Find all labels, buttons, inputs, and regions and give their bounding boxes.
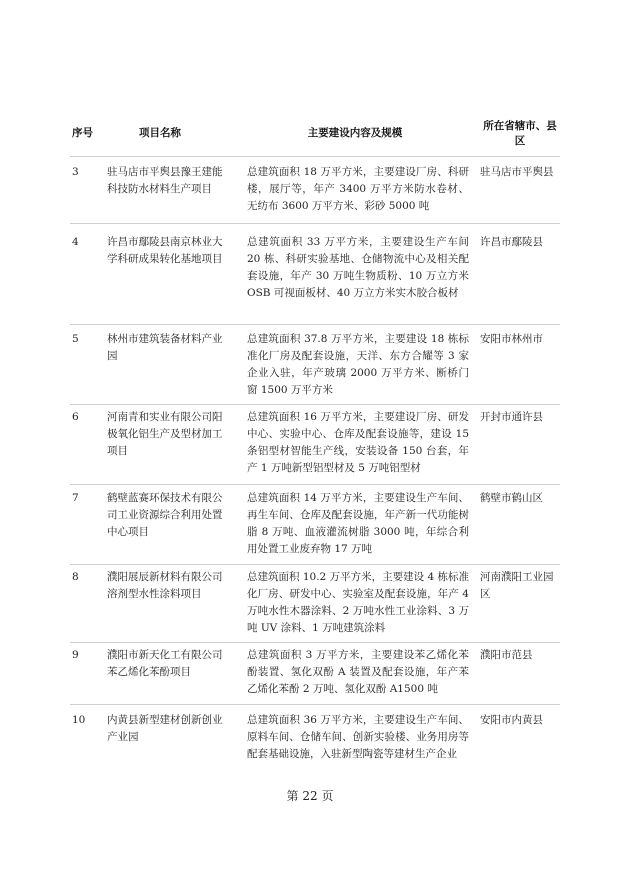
- row-number: 6: [72, 411, 79, 423]
- row-region: 濮阳市范县: [480, 649, 533, 661]
- row-number: 10: [72, 714, 86, 726]
- header-project-name: 项目名称: [139, 127, 181, 139]
- row-project-name: 濮阳市新天化工有限公司苯乙烯化苯酚项目: [107, 649, 223, 678]
- row-construction-content: 总建筑面积 10.2 万平方米，主要建设 4 栋标准化厂房、研发中心、实验室及配套设施，年产 4 万吨水性木器涂料、2 万吨水性工业涂料、3 万吨 UV 涂料、1 万吨建筑涂料: [247, 571, 469, 634]
- row-construction-content: 总建筑面积 36 万平方米，主要建设生产车间、原料车间、仓储车间、创新实验楼、业务用房等配套基础设施，入驻新型陶瓷等建材生产企业: [247, 714, 469, 760]
- row-divider: [70, 223, 560, 224]
- row-divider: [70, 564, 560, 565]
- row-number: 9: [72, 649, 79, 661]
- row-number: 5: [72, 333, 79, 345]
- row-project-name: 濮阳展辰新材料有限公司溶剂型水性涂料项目: [107, 571, 223, 600]
- row-region: 开封市通许县: [480, 411, 543, 423]
- row-project-name: 鹤壁蓝赛环保技术有限公司工业资源综合利用处置中心项目: [107, 492, 223, 538]
- row-construction-content: 总建筑面积 37.8 万平方米，主要建设 18 栋标准化厂房及配套设施，天洋、东方合耀等 3 家企业入驻，年产玻璃 2000 万平方米、断桥门窗 1500 万平方米: [247, 333, 469, 396]
- row-region: 许昌市鄢陵县: [480, 236, 543, 248]
- table-header: [70, 112, 560, 155]
- row-divider: [70, 324, 560, 325]
- row-project-name: 内黄县新型建材创新创业产业园: [107, 714, 223, 743]
- row-region: 鹤壁市鹤山区: [480, 492, 543, 504]
- row-project-name: 许昌市鄢陵县南京林业大学科研成果转化基地项目: [107, 236, 223, 265]
- row-region: 河南濮阳工业园区: [480, 571, 554, 600]
- row-construction-content: 总建筑面积 16 万平方米，主要建设厂房、研发中心、实验中心、仓库及配套设施等，建设 15 条铝型材智能生产线，安装设备 150 台套，年产 1 万吨新型铝型材及 5 万吨铝型材: [247, 411, 469, 474]
- row-region: 驻马店市平舆县: [480, 166, 554, 178]
- row-region: 安阳市林州市: [480, 333, 543, 345]
- row-project-name: 林州市建筑装备材料产业园: [107, 333, 223, 362]
- page-number: 第 22 页: [286, 789, 334, 803]
- row-divider: [70, 404, 560, 405]
- project-table: [70, 112, 560, 760]
- header-divider: [70, 156, 560, 157]
- row-divider: [70, 484, 560, 485]
- header-number: 序号: [72, 127, 93, 139]
- row-construction-content: 总建筑面积 14 万平方米，主要建设生产车间、再生车间、仓库及配套设施，年产新一代功能树脂 8 万吨、血液灌流树脂 3000 吨，年综合利用处置工业废弃物 17 万吨: [247, 492, 469, 555]
- row-construction-content: 总建筑面积 33 万平方米，主要建设生产车间 20 栋、科研实验基地、仓储物流中心及相关配套设施，年产 30 万吨生物质粉、10 万立方米 OSB 可视面板材、40 万立方米实木胶合板材: [247, 236, 469, 299]
- row-region: 安阳市内黄县: [480, 714, 543, 726]
- row-divider: [70, 642, 560, 643]
- row-construction-content: 总建筑面积 18 万平方米，主要建设厂房、科研楼，展厅等，年产 3400 万平方米防水卷材、无纺布 3600 万平方米、彩砂 5000 吨: [247, 166, 469, 212]
- row-number: 4: [72, 236, 79, 248]
- row-construction-content: 总建筑面积 3 万平方米，主要建设苯乙烯化苯酚装置、氢化双酚 A 装置及配套设施，年产苯乙烯化苯酚 2 万吨、氢化双酚 A1500 吨: [247, 649, 469, 695]
- header-region: 所在省辖市、县区: [483, 119, 557, 147]
- row-project-name: 驻马店市平舆县豫王建能科技防水材料生产项目: [107, 166, 223, 195]
- header-construction-content: 主要建设内容及规模: [307, 127, 403, 139]
- row-number: 8: [72, 571, 79, 583]
- row-number: 7: [72, 492, 79, 504]
- row-project-name: 河南青和实业有限公司阳极氧化铝生产及型材加工项目: [107, 411, 223, 457]
- row-number: 3: [72, 166, 79, 178]
- row-divider: [70, 704, 560, 705]
